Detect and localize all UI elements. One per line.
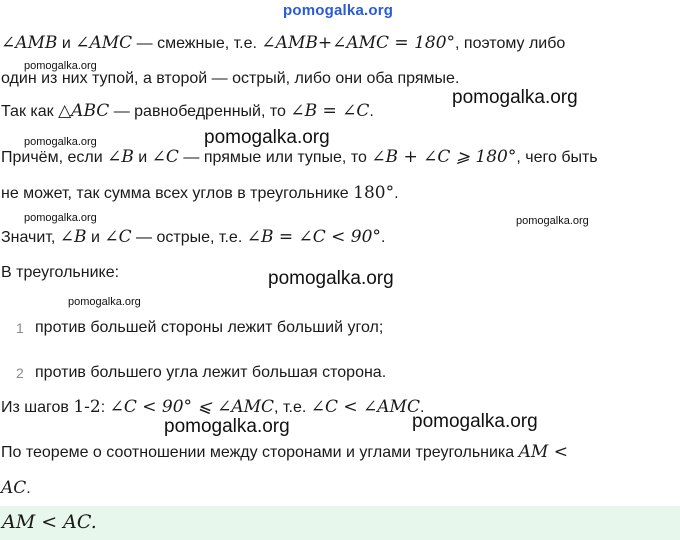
math-ac: AC (1, 478, 27, 498)
answer-box (0, 506, 680, 540)
text: . (380, 229, 386, 246)
text: В треугольнике: (1, 264, 120, 281)
text: и (86, 229, 105, 246)
text: — прямые или тупые, то (178, 149, 372, 166)
watermark: pomogalka.org (204, 127, 330, 148)
text: , т.е. (274, 399, 311, 416)
text: Из шагов (1, 399, 74, 416)
text-line-4 (1, 146, 598, 169)
watermark: pomogalka.org (452, 87, 578, 108)
math-steps: 1-2 (73, 397, 101, 417)
text: . (394, 185, 399, 202)
math-acute-angles: ∠B = ∠C < 90° (246, 227, 381, 247)
math-triangle-abc: △ABC (58, 101, 110, 121)
math-angle-amb: ∠AMB (1, 33, 58, 53)
math-angle-sum: ∠AMB+∠AMC = 180° (261, 33, 456, 53)
math-angle-inequality: ∠C < 90° ⩽ ∠AMC (109, 397, 275, 417)
math-angle-b: ∠B (59, 227, 87, 247)
list-item-text: против большего угла лежит большая сторона. (35, 364, 387, 381)
text: . (26, 480, 31, 497)
text: . (90, 511, 97, 533)
text-line-3 (1, 100, 374, 123)
math-c-less-amc: ∠C < ∠AMC (310, 397, 420, 417)
list-item-text: против большей стороны лежит больший угол; (35, 319, 384, 336)
math-angle-c: ∠C (104, 227, 132, 247)
watermark: pomogalka.org (24, 212, 97, 224)
math-angle-sum-inequality: ∠B + ∠C ⩾ 180° (371, 147, 517, 167)
text: , поэтому либо (455, 35, 566, 52)
math-angle-c: ∠C (151, 147, 179, 167)
text: — смежные, т.е. (132, 35, 262, 52)
text: и (57, 35, 76, 52)
text: Так как (1, 103, 59, 120)
math-angle-b: ∠B (107, 147, 134, 167)
text-line-5 (1, 182, 399, 205)
watermark: pomogalka.org (24, 60, 97, 72)
text-line-9 (1, 441, 568, 464)
watermark: pomogalka.org (412, 411, 538, 432)
math-180: 180° (353, 183, 395, 203)
text-line-6 (1, 226, 385, 249)
text: не может, так сумма всех углов в треугольнике (1, 185, 354, 202)
watermark-top[interactable]: pomogalka.org (283, 2, 394, 19)
math-angle-amc: ∠AMC (75, 33, 133, 53)
text-line-1 (1, 32, 565, 55)
text: . (419, 399, 425, 416)
watermark: pomogalka.org (268, 268, 394, 289)
watermark: pomogalka.org (68, 296, 141, 308)
text: Причём, если (1, 149, 108, 166)
text: Значит, (1, 229, 60, 246)
list-item-number: 1 (16, 320, 24, 336)
list-item (0, 362, 680, 384)
text: : (100, 399, 110, 416)
text: . (369, 103, 374, 120)
list-item (0, 317, 680, 339)
watermark: pomogalka.org (164, 416, 290, 437)
text-line-7 (1, 262, 119, 284)
answer-expression: AM < AC (2, 511, 91, 533)
text: — острые, т.е. (131, 229, 247, 246)
text-line-10 (1, 477, 31, 500)
math-am-less: AM < (518, 442, 568, 462)
text-line-2 (1, 68, 459, 90)
watermark: pomogalka.org (516, 215, 589, 227)
list-item-number: 2 (16, 365, 24, 381)
text: По теореме о соотношении между сторонами и углами треугольника (1, 444, 519, 461)
text: , чего быть (516, 149, 598, 166)
text: — равнобедренный, то (109, 103, 291, 120)
watermark: pomogalka.org (24, 136, 97, 148)
text: и (133, 149, 152, 166)
math-answer (2, 511, 97, 533)
text: один из них тупой, а второй — острый, либо они оба прямые. (1, 70, 460, 87)
math-b-equals-c: ∠B = ∠C (290, 101, 370, 121)
